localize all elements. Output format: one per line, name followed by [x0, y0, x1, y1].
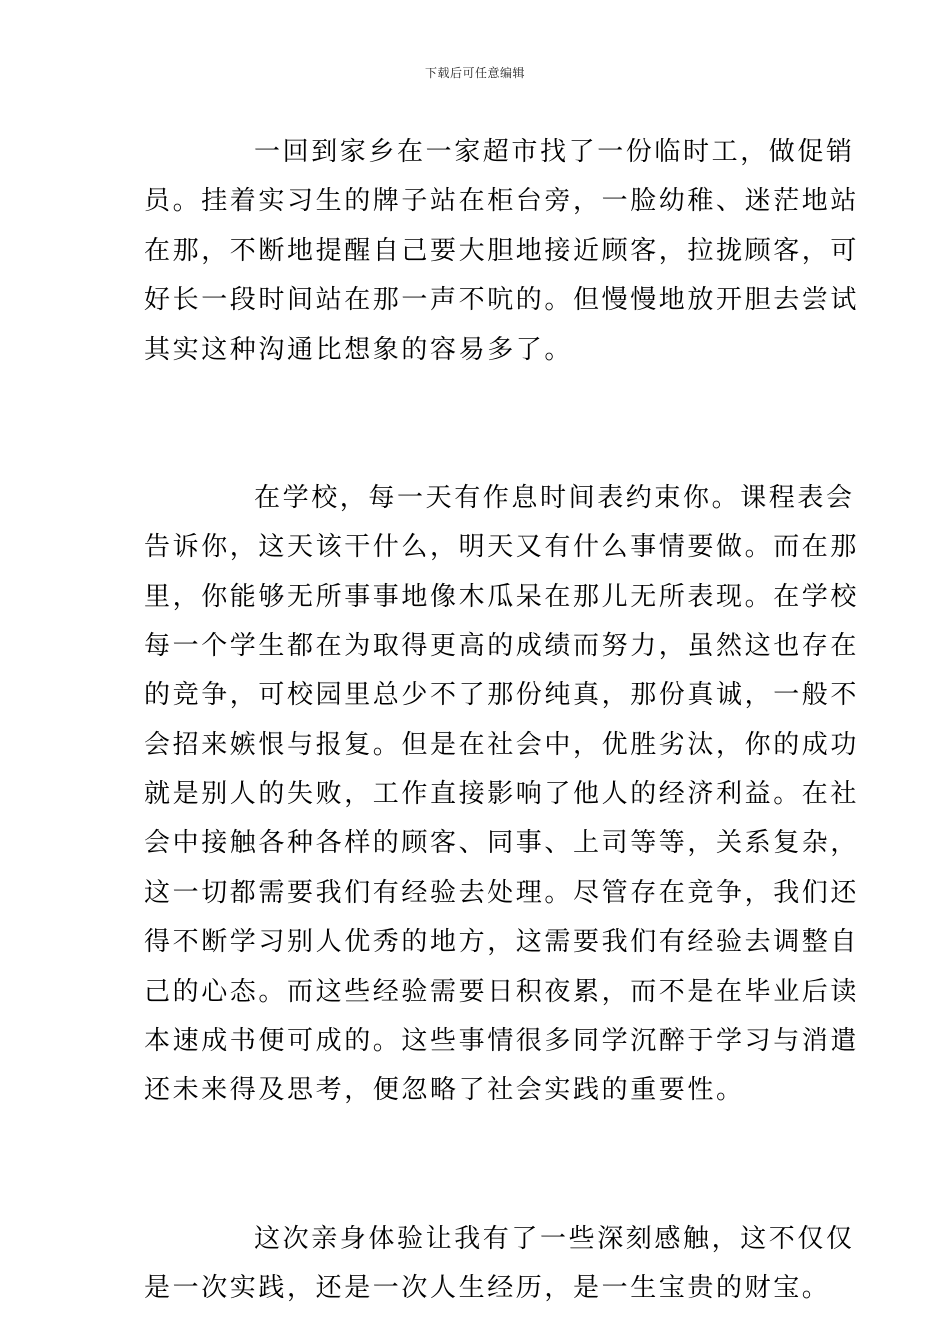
- document-body: [144, 128, 860, 1313]
- text-line: 这一切都需要我们有经验去处理。尽管存在竞争，我们还: [144, 877, 860, 908]
- text-line: 己的心态。而这些经验需要日积夜累，而不是在毕业后读: [144, 976, 860, 1007]
- text-line: 在那，不断地提醒自己要大胆地接近顾客，拉拢顾客，可: [144, 235, 860, 266]
- text-line: 是一次实践，还是一次人生经历，是一生宝贵的财宝。: [144, 1272, 831, 1303]
- text-line: 告诉你，这天该干什么，明天又有什么事情要做。而在那: [144, 532, 860, 563]
- paragraph-spacer: [144, 424, 806, 473]
- text-line: 里，你能够无所事事地像木瓜呆在那儿无所表现。在学校: [144, 581, 860, 612]
- text-line: 一回到家乡在一家超市找了一份临时工，做促销: [254, 137, 855, 167]
- text-line: 本速成书便可成的。这些事情很多同学沉醉于学习与消遣: [144, 1026, 860, 1057]
- paragraph-2: [144, 474, 860, 1116]
- text-line: 其实这种沟通比想象的容易多了。: [144, 334, 574, 365]
- paragraph-spacer: [144, 375, 806, 424]
- text-line: 好长一段时间站在那一声不吭的。但慢慢地放开胆去尝试: [144, 285, 860, 316]
- paragraph-3: [144, 1215, 855, 1314]
- page-header: 下载后可任意编辑: [424, 66, 525, 80]
- text-line: 就是别人的失败，工作直接影响了他人的经济利益。在社: [144, 779, 860, 810]
- paragraph-1: [144, 128, 860, 375]
- text-line: 会中接触各种各样的顾客、同事、上司等等，关系复杂，: [144, 828, 860, 859]
- text-line: 还未来得及思考，便忽略了社会实践的重要性。: [144, 1075, 745, 1106]
- text-line: 员。挂着实习生的牌子站在柜台旁，一脸幼稚、迷茫地站: [144, 186, 860, 217]
- paragraph-spacer: [144, 1116, 806, 1165]
- text-line: 的竞争，可校园里总少不了那份纯真，那份真诚，一般不: [144, 680, 860, 711]
- text-line: 每一个学生都在为取得更高的成绩而努力，虽然这也存在: [144, 630, 860, 661]
- text-line: 这次亲身体验让我有了一些深刻感触，这不仅仅: [254, 1223, 855, 1254]
- paragraph-spacer: [144, 1165, 806, 1214]
- text-line: 会招来嫉恨与报复。但是在社会中，优胜劣汰，你的成功: [144, 729, 860, 760]
- text-line: 得不断学习别人优秀的地方，这需要我们有经验去调整自: [144, 927, 860, 958]
- text-line: 在学校，每一天有作息时间表约束你。课程表会: [254, 482, 855, 513]
